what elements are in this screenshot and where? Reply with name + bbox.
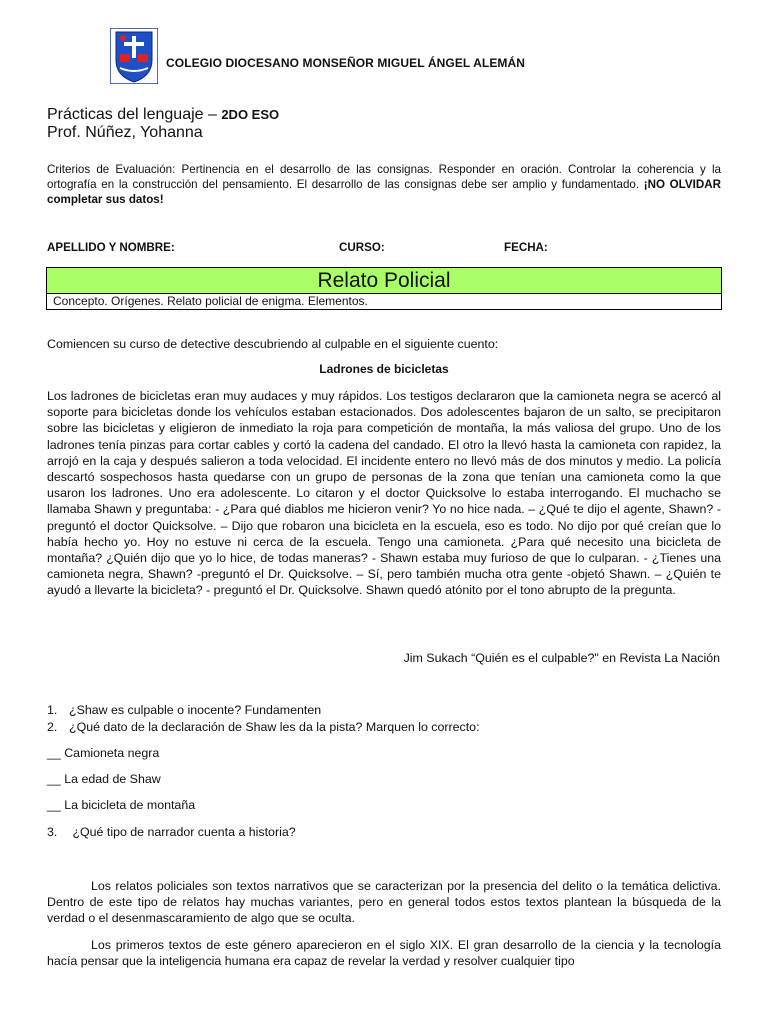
story-body: Los ladrones de bicicletas eran muy audaces y muy rápidos. Los testigos declararon que la camioneta negra se acercó al soporte para bicicletas donde los vehículos estaban estacionados. Dos adolescentes bajaron de un salto, se precipitaron sobre las bicicletas y eligieron de inmediato la roja para competición de montaña, la más valiosa del grupo. Uno de los ladrones tenía pinzas para cortar cables y cortó la cadena del candado. El otro la llevó hasta la camioneta con rapidez, la arrojó en la caja y después salieron a toda velocidad. El incidente entero no llevó más de dos minutos y medio. La policía descartó sospechosos hasta quedarse con un grupo de personas de la zona que tenían una camioneta como la que usaron los ladrones. Uno era adolescente. Lo citaron y el doctor Quicksolve lo estaba interrogando. El muchacho se llamaba Shawn y preguntaba: - ¿Para qué diablos me hicieron venir? Yo no hice nada. – ¿Qué te dijo el agente, Shawn? - preguntó el doctor Quicksolve. – Dijo que robaron una bicicleta en la escuela, eso es todo. No dijo por qué creían que lo había hecho yo. Hoy no estuve ni cerca de la escuela. Tengo una camioneta. ¿Para qué necesito una bicicleta de montaña? ¿Quién dijo que yo lo hice, de todas maneras? - Shawn estaba muy furioso de que lo culparan. - ¿Tienes una camioneta negra, Shawn? -preguntó el Dr. Quicksolve. – Sí, pero también mucha otra gente -objetó Shawn. – ¿Quién te ayudó a llevarte la bicicleta? - preguntó el Dr. Quicksolve. Shawn quedó atónito por el tono abrupto de la pregunta. xyxy=(47,389,721,598)
topic-subtitle: Concepto. Orígenes. Relato policial de enigma. Elementos. xyxy=(53,294,368,308)
option-mountain-bike: __ La bicicleta de montaña xyxy=(47,798,196,812)
question-2 xyxy=(47,720,480,734)
question-1 xyxy=(47,703,321,717)
topic-title: Relato Policial xyxy=(47,268,721,294)
option-black-van: __ Camioneta negra xyxy=(47,746,160,760)
story-title: Ladrones de bicicletas xyxy=(319,362,449,376)
topic-box xyxy=(46,267,722,310)
school-name: COLEGIO DIOCESANO MONSEÑOR MIGUEL ÁNGEL ALEMÁN xyxy=(166,56,526,70)
course-label: CURSO: xyxy=(339,241,385,254)
grade-label: 2DO ESO xyxy=(221,107,280,122)
question-number: 3. xyxy=(47,825,58,839)
evaluation-criteria xyxy=(47,162,721,207)
option-shaw-age: __ La edad de Shaw xyxy=(47,772,161,786)
criteria-warning: ¡NO OLVIDAR completar sus datos! xyxy=(47,178,721,206)
subject-line xyxy=(47,106,279,124)
subject-name: Prácticas del lenguaje – xyxy=(47,106,222,123)
intro-text: Comiencen su curso de detective descubriendo al culpable en el siguiente cuento: xyxy=(47,337,499,351)
question-text: ¿Shaw es culpable o inocente? Fundamenten xyxy=(69,703,322,717)
criteria-text: Criterios de Evaluación: Pertinencia en el desarrollo de las consignas. Responder en oración. Controlar la coherencia y la ortografía en la construcción del pensamiento. El desarrollo de las consignas debe ser amplio y fundamentado. xyxy=(47,163,721,191)
teacher-name: Prof. Núñez, Yohanna xyxy=(47,124,203,141)
story-citation: Jim Sukach “Quién es el culpable?" en Revista La Nación xyxy=(403,651,720,665)
paragraph-definition: Los relatos policiales son textos narrativos que se caracterizan por la presencia del delito o la temática delictiva. Dentro de este tipo de relatos hay muchas variantes, pero en general todos estos textos plantean la búsqueda de la verdad o el desenmascaramiento de algo que se oculta. xyxy=(47,879,721,926)
question-text: ¿Qué tipo de narrador cuenta a historia? xyxy=(69,825,296,839)
paragraph-origins: Los primeros textos de este género aparecieron en el siglo XIX. El gran desarrollo de la ciencia y la tecnología hacía pensar que la inteligencia humana era capaz de revelar la verdad y resolver cualquier tipo xyxy=(47,938,721,969)
date-label: FECHA: xyxy=(504,241,548,254)
name-label: APELLIDO Y NOMBRE: xyxy=(47,241,175,254)
question-number: 2. xyxy=(47,720,58,734)
question-text: ¿Qué dato de la declaración de Shaw les da la pista? Marquen lo correcto: xyxy=(69,720,480,734)
school-crest-logo xyxy=(110,28,158,84)
question-3 xyxy=(47,825,296,839)
question-number: 1. xyxy=(47,703,58,717)
